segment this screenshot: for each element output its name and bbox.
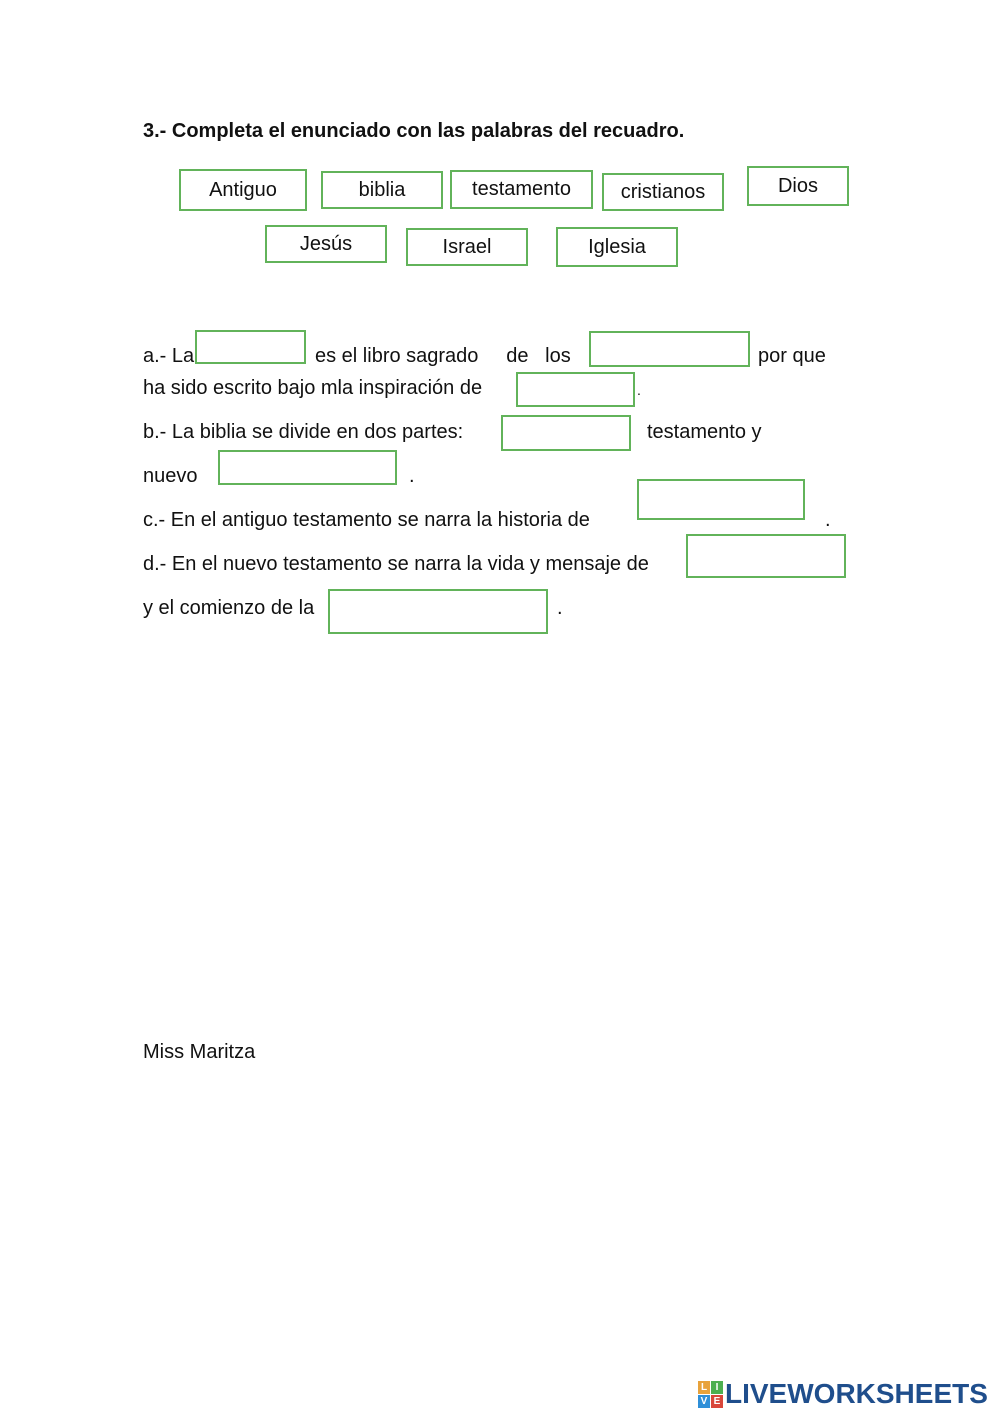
word-testamento[interactable]: testamento	[450, 170, 593, 209]
liveworksheets-wordmark: LIVEWORKSHEETS	[725, 1378, 988, 1409]
sentence-c-prefix: c.- En el antiguo testamento se narra la historia de	[143, 509, 590, 531]
sentence-d-end: .	[557, 597, 563, 619]
word-dios[interactable]: Dios	[747, 166, 849, 206]
word-iglesia[interactable]: Iglesia	[556, 227, 678, 267]
blank-d2[interactable]	[328, 589, 548, 634]
word-antiguo[interactable]: Antiguo	[179, 169, 307, 211]
logo-mark-letter: E	[711, 1395, 723, 1408]
sentence-a-mid2: por que	[758, 345, 826, 367]
blank-b1[interactable]	[501, 415, 631, 451]
logo-mark-letter: I	[711, 1381, 723, 1394]
sentence-a-end: .	[637, 382, 641, 398]
sentence-a-line2: ha sido escrito bajo mla inspiración de	[143, 377, 483, 399]
logo-mark-letter: V	[698, 1395, 710, 1408]
word-jesus[interactable]: Jesús	[265, 225, 387, 263]
liveworksheets-mark-icon	[698, 1381, 722, 1407]
word-biblia[interactable]: biblia	[321, 171, 443, 209]
blank-a1[interactable]	[195, 330, 306, 364]
blank-a2[interactable]	[589, 331, 750, 367]
sentence-b-mid: testamento y	[647, 421, 762, 443]
blank-b2[interactable]	[218, 450, 397, 485]
word-cristianos[interactable]: cristianos	[602, 173, 724, 211]
author-signature: Miss Maritza	[143, 1041, 256, 1063]
sentence-d-prefix: d.- En el nuevo testamento se narra la vida y mensaje de	[143, 553, 649, 575]
sentence-b-prefix: b.- La biblia se divide en dos partes:	[143, 421, 464, 443]
exercise-title: 3.- Completa el enunciado con las palabras del recuadro.	[143, 120, 685, 142]
sentence-d-line2: y el comienzo de la	[143, 597, 315, 619]
sentence-c-end: .	[825, 509, 831, 531]
blank-c1[interactable]	[637, 479, 805, 520]
logo-mark-letter: L	[698, 1381, 710, 1394]
sentence-a-prefix: a.- La	[143, 345, 195, 367]
blank-d1[interactable]	[686, 534, 846, 578]
blank-a3[interactable]	[516, 372, 635, 407]
word-israel[interactable]: Israel	[406, 228, 528, 266]
sentence-b-end: .	[409, 465, 415, 487]
sentence-b-line2: nuevo	[143, 465, 198, 487]
sentence-a-mid1: es el libro sagrado de los	[315, 345, 571, 367]
liveworksheets-logo[interactable]	[698, 1376, 988, 1412]
